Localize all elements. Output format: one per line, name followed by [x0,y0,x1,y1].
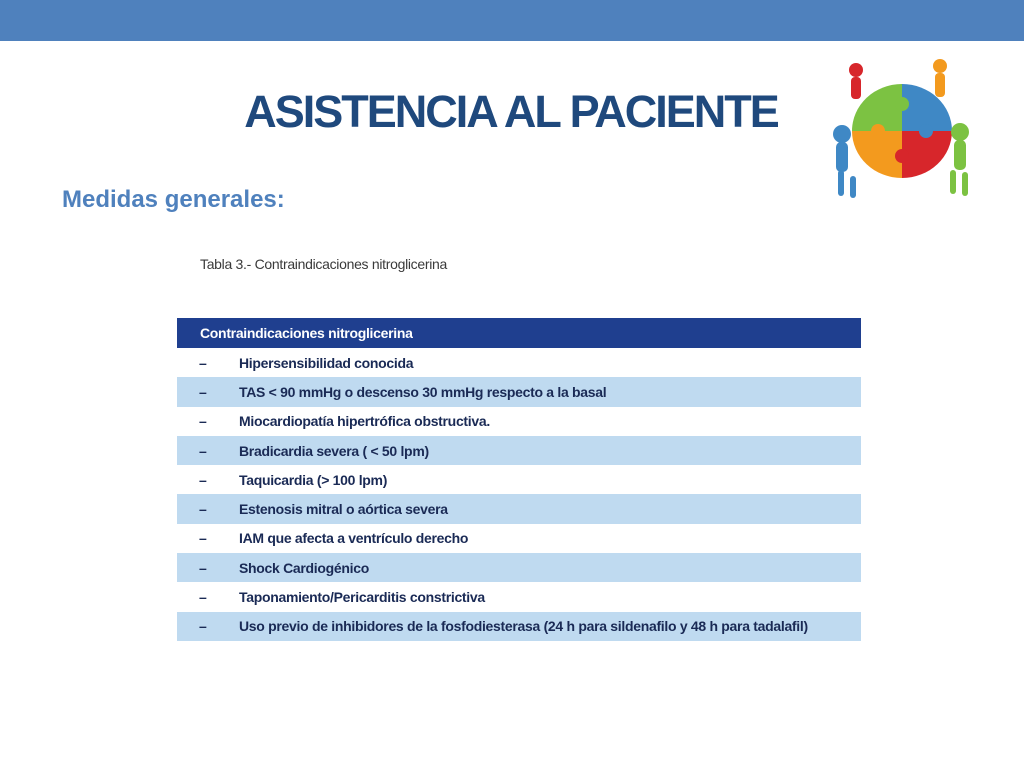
table-row [177,582,861,611]
row-text: IAM que afecta a ventrículo derecho [239,530,469,547]
row-text: Estenosis mitral o aórtica severa [239,501,448,518]
row-text: Uso previo de inhibidores de la fosfodiesterasa (24 h para sildenafilo y 48 h para tadalafil) [239,618,808,635]
top-accent-bar [0,0,1024,41]
row-bullet: – [199,471,207,488]
row-text: TAS < 90 mmHg o descenso 30 mmHg respecto a la basal [239,383,607,400]
row-text: Shock Cardiogénico [239,559,369,576]
table-row [177,494,861,523]
table-row [177,524,861,553]
row-bullet: – [199,383,207,400]
row-bullet: – [199,618,207,635]
row-bullet: – [199,589,207,606]
row-text: Bradicardia severa ( < 50 lpm) [239,442,429,459]
row-text: Taponamiento/Pericarditis constrictiva [239,589,485,606]
table-row [177,407,861,436]
puzzle-teamwork-icon [822,56,982,206]
table-row [177,465,861,494]
row-bullet: – [199,530,207,547]
row-text: Hipersensibilidad conocida [239,354,414,371]
slide-title: ASISTENCIA AL PACIENTE [244,86,778,137]
table-row [177,377,861,406]
row-text: Miocardiopatía hipertrófica obstructiva. [239,413,490,430]
table-caption: Tabla 3.- Contraindicaciones nitroglicerina [200,256,448,272]
row-bullet: – [199,559,207,576]
row-bullet: – [199,354,207,371]
row-bullet: – [199,413,207,430]
table-header: Contraindicaciones nitroglicerina [177,318,861,348]
row-text: Taquicardia (> 100 lpm) [239,471,388,488]
subtitle: Medidas generales: [62,186,285,213]
row-bullet: – [199,442,207,459]
contraindications-table [177,318,861,641]
table-body [177,348,861,641]
row-bullet: – [199,501,207,518]
table-row [177,348,861,377]
table-row [177,553,861,582]
table-row [177,436,861,465]
table-row [177,612,861,641]
